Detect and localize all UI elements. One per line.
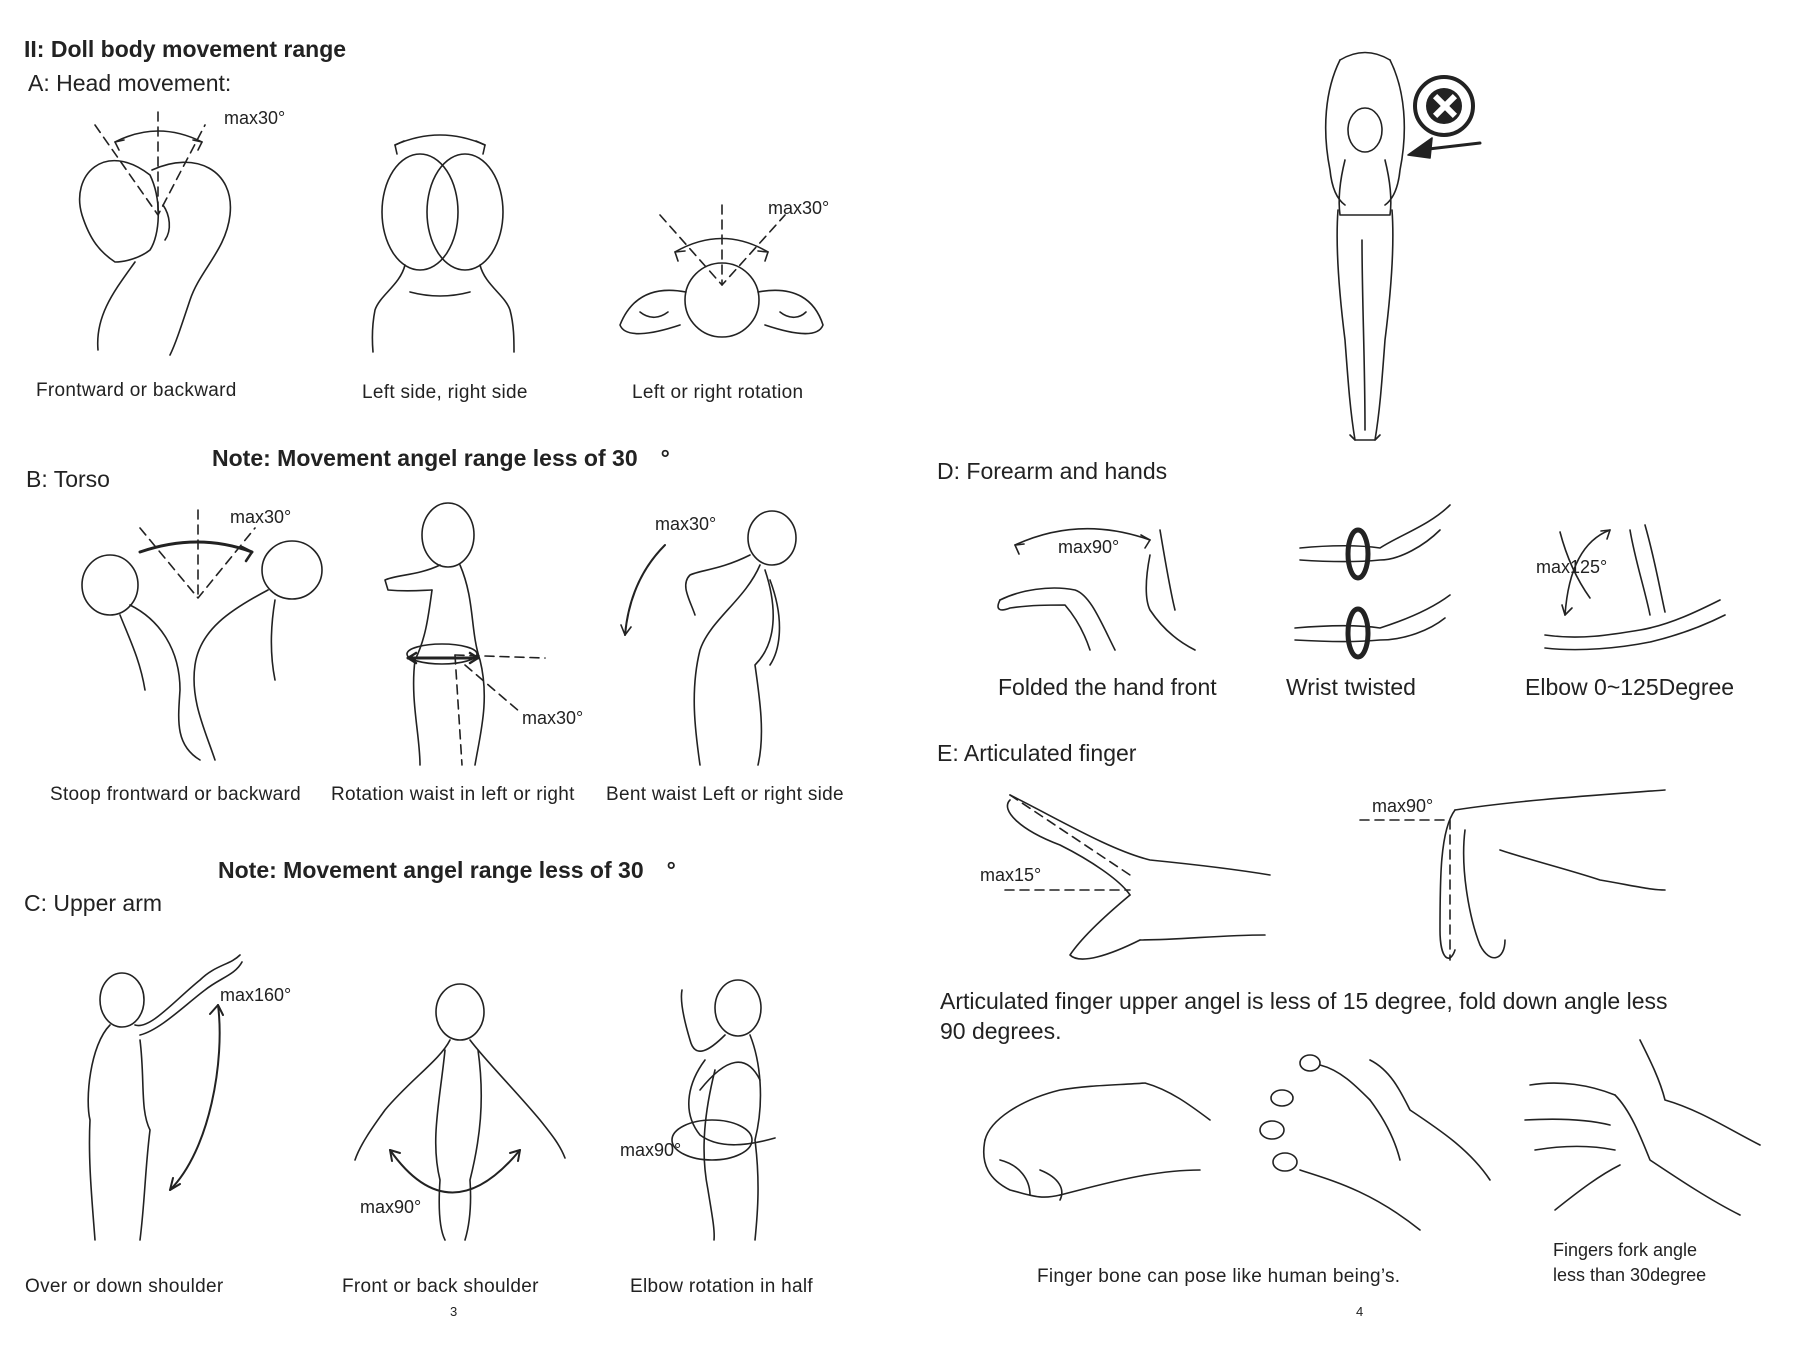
elbow-rotation-illustration	[672, 980, 775, 1240]
note-angle-range: Note: Movement angel range less of 30 °	[218, 857, 676, 883]
caption-torso-stoop: Stoop frontward or backward	[50, 784, 301, 805]
caption-elbow-rotation: Elbow rotation in half	[630, 1276, 813, 1297]
angle-label: max30°	[230, 507, 292, 527]
finger-description-line2: 90 degrees.	[940, 1018, 1062, 1044]
angle-label: max30°	[768, 198, 830, 218]
caption-elbow-bend: Elbow 0~125Degree	[1525, 674, 1735, 700]
note-angle-range: Note: Movement angel range less of 30 °	[212, 445, 670, 471]
angle-label: max90°	[360, 1197, 422, 1217]
finger-spread-illustration	[1525, 1040, 1760, 1215]
finger-upward-illustration	[1005, 795, 1270, 959]
caption-wrist-twist: Wrist twisted	[1286, 674, 1416, 700]
standing-figure-illustration	[1326, 53, 1405, 441]
caption-finger-fork-line1: Fingers fork angle	[1553, 1240, 1698, 1260]
head-side-illustration	[372, 135, 514, 352]
angle-label: max90°	[620, 1140, 682, 1160]
fist-illustration	[984, 1083, 1210, 1200]
caption-finger-pose: Finger bone can pose like human being’s.	[1037, 1266, 1401, 1287]
page-number: 4	[1356, 1304, 1364, 1319]
section-a-heading: A: Head movement:	[28, 70, 232, 96]
wrist-twist-illustration	[1295, 505, 1450, 657]
caption-head-rotation: Left or right rotation	[632, 382, 804, 403]
elbow-bend-illustration	[1545, 525, 1725, 650]
angle-label: max30°	[655, 514, 717, 534]
head-rotation-illustration	[620, 205, 823, 337]
angle-label: max125°	[1536, 557, 1608, 577]
section-c-heading: C: Upper arm	[24, 890, 163, 916]
caption-finger-fork-line2: less than 30degree	[1553, 1265, 1707, 1285]
finger-curl-illustration	[1260, 1055, 1490, 1230]
page-title: II: Doll body movement range	[24, 36, 347, 62]
caption-arm-raise: Over or down shoulder	[25, 1276, 224, 1297]
angle-label: max15°	[980, 865, 1042, 885]
caption-shoulder-swing: Front or back shoulder	[342, 1276, 539, 1297]
forbidden-pointer-arrow	[1408, 138, 1480, 158]
section-d-heading: D: Forearm and hands	[937, 458, 1168, 484]
head-tilt-illustration	[80, 112, 231, 355]
angle-label: max30°	[224, 108, 286, 128]
close-circle-icon	[1413, 75, 1475, 137]
page-number: 3	[450, 1304, 458, 1319]
torso-bend-illustration	[621, 511, 796, 765]
arm-raise-illustration	[88, 955, 242, 1240]
caption-head-side: Left side, right side	[362, 382, 528, 403]
caption-torso-rotation: Rotation waist in left or right	[331, 784, 575, 805]
caption-torso-bend: Bent waist Left or right side	[606, 784, 844, 805]
angle-label: max90°	[1058, 537, 1120, 557]
torso-stoop-illustration	[82, 510, 322, 760]
caption-folded-hand: Folded the hand front	[998, 674, 1217, 700]
caption-head-front-back: Frontward or backward	[36, 380, 237, 401]
section-e-heading: E: Articulated finger	[937, 740, 1137, 766]
angle-label: max160°	[220, 985, 292, 1005]
angle-label: max30°	[522, 708, 584, 728]
finger-description-line1: Articulated finger upper angel is less of 15 degree, fold down angle less	[940, 988, 1668, 1014]
angle-label: max90°	[1372, 796, 1434, 816]
section-b-heading: B: Torso	[26, 466, 110, 492]
torso-rotation-illustration	[385, 503, 545, 765]
